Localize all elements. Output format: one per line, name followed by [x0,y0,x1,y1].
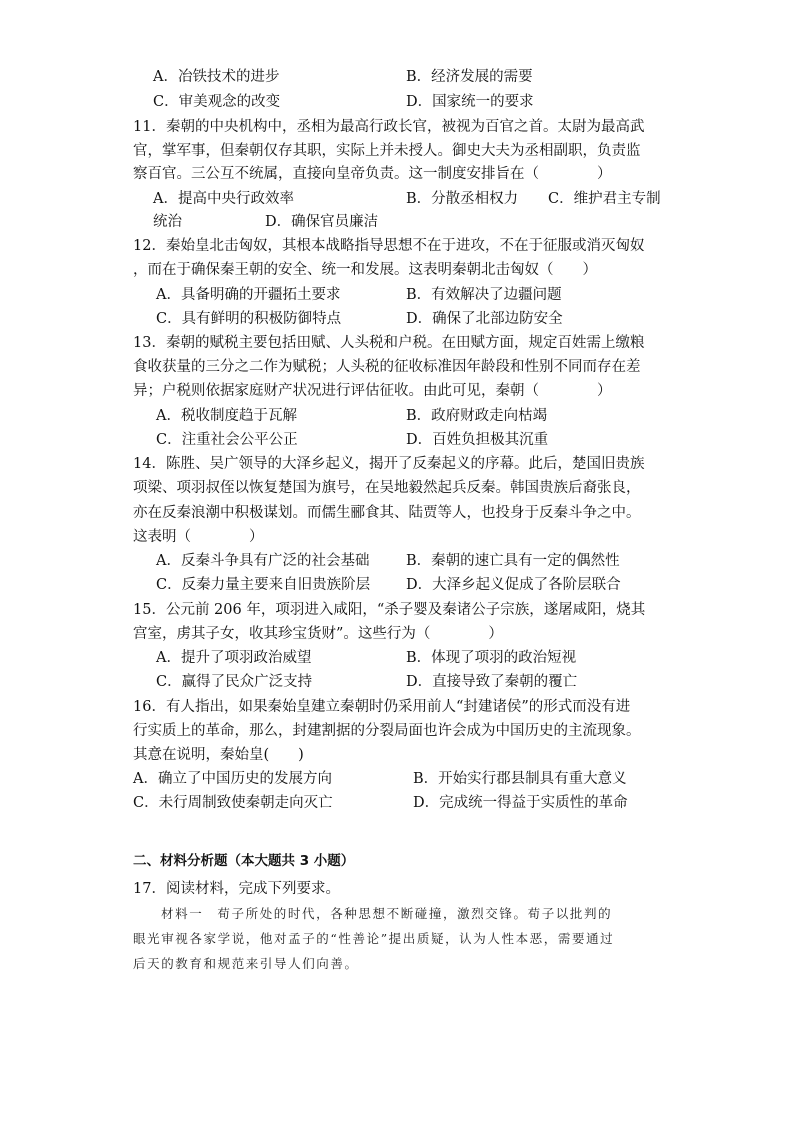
q12-option-d: D．确保了北部边防安全 [406,311,563,327]
q11-option-a: A．提高中央行政效率 [153,191,294,207]
q11-line-3: 察百官。三公互不统属，直接向皇帝负责。这一制度安排旨在（ ） [133,166,612,182]
q14-line-1: 14．陈胜、吴广领导的大泽乡起义，揭开了反秦起义的序幕。此后，楚国旧贵族 [133,456,645,472]
q17-material-line-1: 材料一 荀子所处的时代，各种思想不断碰撞，激烈交锋。荀子以批判的 [161,906,613,921]
q14-option-c: C．反秦力量主要来自旧贵族阶层 [156,577,371,593]
q13-line-2: 食收获量的三分之二作为赋税；人头税的征收标准因年龄段和性别不同而存在差 [133,359,641,375]
q13-option-d: D．百姓负担极其沉重 [406,432,549,448]
q17-material-line-2: 眼光审视各家学说，他对孟子的“性善论”提出质疑，认为人性本恶，需要通过 [133,931,615,946]
q12-option-a: A．具备明确的开疆拓土要求 [156,287,341,303]
q15-option-a: A．提升了项羽政治威望 [156,650,312,666]
q14-line-4: 这表明（ ） [133,529,264,545]
q13-option-c: C．注重社会公平公正 [156,432,298,448]
q12-option-b: B．有效解决了边疆问题 [406,287,562,303]
q16-option-c: C．未行周制致使秦朝走向灭亡 [133,795,333,811]
q16-option-a: A．确立了中国历史的发展方向 [133,771,332,787]
q12-line-1: 12．秦始皇北击匈奴，其根本战略指导思想不在于进攻，不在于征服或消灭匈奴 [133,238,645,254]
q14-option-d: D．大泽乡起义促成了各阶层联合 [406,577,621,593]
q11-option-c-continued: 统治 [153,214,182,230]
q10-option-c: C．审美观念的改变 [153,94,281,110]
q15-line-2: 宫室，虏其子女，收其珍宝货财”。这些行为（ ） [133,626,503,642]
q11-line-1: 11．秦朝的中央机构中，丞相为最高行政长官，被视为百官之首。太尉为最高武 [133,119,645,135]
q10-option-a: A．冶铁技术的进步 [153,69,280,85]
q14-option-b: B．秦朝的速亡具有一定的偶然性 [406,553,620,569]
q16-line-3: 其意在说明，秦始皇( ) [133,747,304,763]
q12-line-2: ，而在于确保秦王朝的安全、统一和发展。这表明秦朝北击匈奴（ ） [133,262,597,278]
q10-option-d: D．国家统一的要求 [406,94,534,110]
q15-option-d: D．直接导致了秦朝的覆亡 [406,674,578,690]
q16-line-2: 行实质上的革命，那么，封建割据的分裂局面也许会成为中国历史的主流现象。 [133,723,641,739]
q11-line-2: 官，掌军事，但秦朝仅存其职，实际上并未授人。御史大夫为丞相副职，负责监 [133,143,641,159]
q11-option-c: C．维护君主专制 [548,191,661,207]
q15-line-1: 15．公元前 206 年，项羽进入咸阳，“杀子婴及秦诸公子宗族，遂屠咸阳，烧其 [133,602,646,618]
q14-line-2: 项梁、项羽叔侄以恢复楚国为旗号，在吴地毅然起兵反秦。韩国贵族后裔张良， [133,480,641,496]
q17-prompt: 17．阅读材料，完成下列要求。 [133,881,340,897]
q16-option-d: D．完成统一得益于实质性的革命 [413,795,628,811]
q13-line-1: 13．秦朝的赋税主要包括田赋、人头税和户税。在田赋方面，规定百姓需上缴粮 [133,335,645,351]
q16-line-1: 16．有人指出，如果秦始皇建立秦朝时仍采用前人“封建诸侯”的形式而没有进 [133,699,631,715]
q11-option-d: D．确保官员廉洁 [265,214,379,230]
q13-option-a: A．税收制度趋于瓦解 [156,408,297,424]
q15-option-b: B．体现了项羽的政治短视 [406,650,577,666]
section-heading: 二、材料分析题（本大题共 3 小题） [133,853,355,869]
q17-material-line-3: 后天的教育和规范来引导人们向善。 [133,956,359,971]
q14-line-3: 亦在反秦浪潮中积极谋划。而儒生郦食其、陆贾等人，也投身于反秦斗争之中。 [133,505,641,521]
q13-line-3: 异；户税则依据家庭财产状况进行评估征收。由此可见，秦朝（ ） [133,383,612,399]
q12-option-c: C．具有鲜明的积极防御特点 [156,311,342,327]
q13-option-b: B．政府财政走向枯竭 [406,408,548,424]
q14-option-a: A．反秦斗争具有广泛的社会基础 [156,553,370,569]
q10-option-b: B．经济发展的需要 [406,69,533,85]
q11-option-b: B．分散丞相权力 [406,191,519,207]
q16-option-b: B．开始实行郡县制具有重大意义 [413,771,627,787]
q15-option-c: C．赢得了民众广泛支持 [156,674,313,690]
